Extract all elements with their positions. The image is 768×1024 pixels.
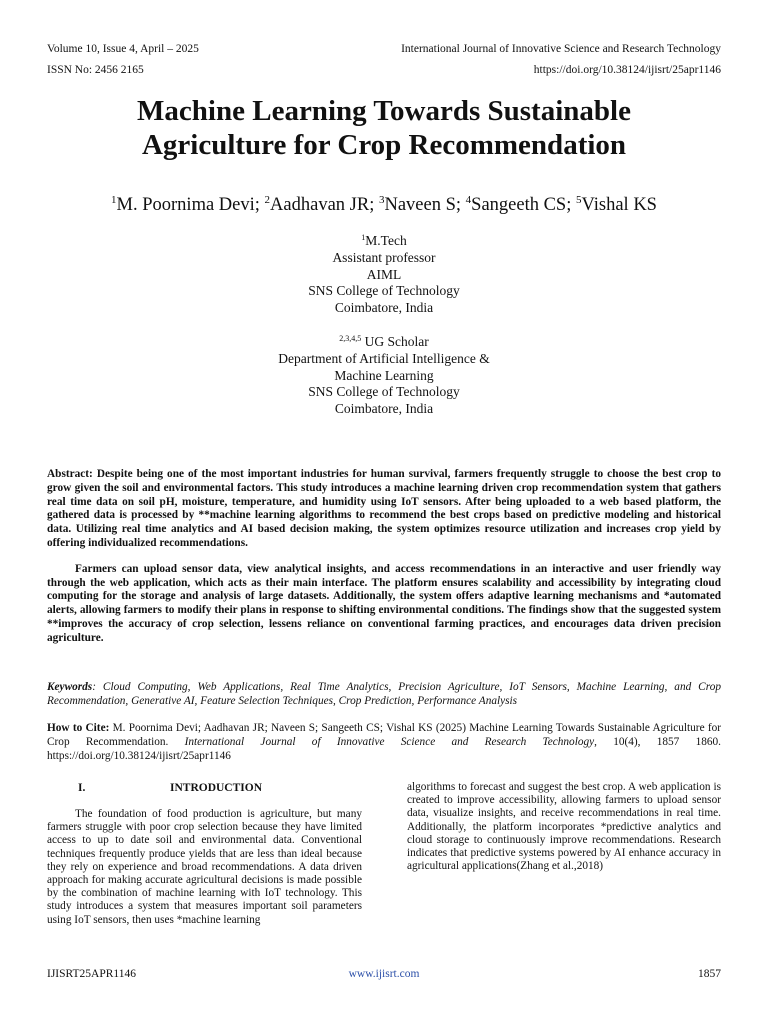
cite-label: How to Cite: <box>47 722 110 734</box>
how-to-cite <box>47 722 721 763</box>
affiliation-1-college: SNS College of Technology <box>308 283 460 299</box>
abstract-paragraph-2: Farmers can upload sensor data, view analytical insights, and access recommendations in an interactive and user friendly way through the web application, which acts as their main interface. The platform ensures scalability and accessibility by integrating cloud computing for the storage and analysis of large datasets. Additionally, the system offers adaptive learning mechanisms and *automated alerts, allowing farmers to modify their plans in response to shifting environmental conditions. The findings show that the suggested system **improves the accuracy of crop selection, lessens reliance on conventional farming practices, and encourages data driven precision agriculture. <box>47 562 721 644</box>
affiliation-1-role: Assistant professor <box>332 249 436 265</box>
author-5: Vishal KS <box>581 195 657 215</box>
keywords <box>47 681 721 709</box>
footer-website-link[interactable]: www.ijisrt.com <box>348 968 420 980</box>
body-column-left: The foundation of food production is agriculture, but many farmers struggle with poor crop selection because they have limited access to up to date soil and environmental data. Conventional techniques frequently produce yields that are less than ideal because they rely on experience and broad recommendations. A data driven approach for making accurate agricultural decisions is made possible by the combination of machine learning with IoT technology. This study introduces a system that measures important soil parameters using IoT sensors, then uses *machine learning <box>47 808 362 926</box>
body-column-right: algorithms to forecast and suggest the best crop. A web application is created to improve accessibility, allowing farmers to upload sensor data, visualize insights, and receive recommendations in real time. Additionally, the platform incorporates *predictive analytics and cloud storage to continuously improve recommendations. Research indicates that predictive systems powered by AI enhance accuracy in agricultural applications(Zhang et al.,2018) <box>407 781 721 873</box>
footer-paper-id: IJISRT25APR1146 <box>47 968 136 980</box>
affiliation-2-dept-2: Machine Learning <box>334 367 434 383</box>
affiliation-2-role: UG Scholar <box>364 334 429 349</box>
paper-title <box>0 94 768 162</box>
section-title: INTRODUCTION <box>170 782 263 794</box>
affiliation-1-location: Coimbatore, India <box>334 300 434 316</box>
affiliation-1 <box>0 233 768 317</box>
author-2-sup: 2 <box>264 194 271 206</box>
title-line-2: Agriculture for Crop Recommendation <box>141 129 627 161</box>
affiliation-2-sup: 2,3,4,5 <box>339 334 362 343</box>
author-1-sup: 1 <box>111 194 117 206</box>
affiliation-2-dept-1: Department of Artificial Intelligence & <box>278 350 490 366</box>
cite-text-1: M. Poornima Devi; Aadhavan JR; Naveen S; Sangeeth CS; Vishal KS (2025) Machine Learning Towards Sustainable Agriculture for Crop Recommendation. <box>47 722 721 748</box>
abstract-paragraph-1 <box>47 468 721 551</box>
author-1: M. Poornima Devi; <box>116 195 260 215</box>
section-number: I. <box>78 782 86 794</box>
abstract <box>47 468 721 646</box>
affiliation-2 <box>0 334 768 418</box>
abstract-text-1: Despite being one of the most important industries for human survival, farmers frequently struggle to choose the best crop to grow given the soil and environmental factors. This study introduces a machine learning driven crop recommendation system that gathers real time data on soil pH, moisture, temperature, and humidity using IoT sensors. After being uploaded to a web based platform, the gathered data is processed by **machine learning algorithms to recommend the best crops based on predictive modeling and historical data. Utilizing real time analytics and AI based decision making, the system optimizes resource utilization and increases crop yield by offering individualized recommendations. <box>47 468 721 549</box>
header-doi[interactable]: https://doi.org/10.38124/ijisrt/25apr1146 <box>533 64 721 76</box>
cite-text-2: , 10(4), 1857 1860. https://doi.org/10.38124/ijisrt/25apr1146 <box>47 735 721 762</box>
footer-page-number: 1857 <box>698 968 721 980</box>
affiliation-1-sup: 1 <box>361 233 366 242</box>
author-4: Sangeeth CS; <box>471 195 572 215</box>
author-2: Aadhavan JR; <box>270 195 375 215</box>
author-list <box>0 194 768 216</box>
affiliation-1-dept: AIML <box>366 266 402 282</box>
abstract-label: Abstract: <box>47 468 93 480</box>
keywords-text: : Cloud Computing, Web Applications, Real Time Analytics, Precision Agriculture, IoT Sensors, Machine Learning, and Crop Recommendation, Generative AI, Feature Selection Techniques, Crop Prediction, Performance Analysis <box>47 681 721 707</box>
header-journal: International Journal of Innovative Science and Research Technology <box>401 43 721 55</box>
header-issn: ISSN No: 2456 2165 <box>47 64 144 76</box>
title-line-1: Machine Learning Towards Sustainable <box>137 95 631 127</box>
affiliation-2-college: SNS College of Technology <box>308 384 460 400</box>
header-volume: Volume 10, Issue 4, April – 2025 <box>47 43 199 55</box>
author-3: Naveen S; <box>384 195 462 215</box>
author-3-sup: 3 <box>378 194 385 206</box>
cite-journal: International Journal of Innovative Science and Research Technology <box>184 735 595 748</box>
author-5-sup: 5 <box>576 194 582 206</box>
affiliation-2-location: Coimbatore, India <box>334 401 434 417</box>
affiliation-1-degree: M.Tech <box>365 233 407 248</box>
author-4-sup: 4 <box>465 194 472 206</box>
keywords-label: Keywords <box>47 681 93 693</box>
